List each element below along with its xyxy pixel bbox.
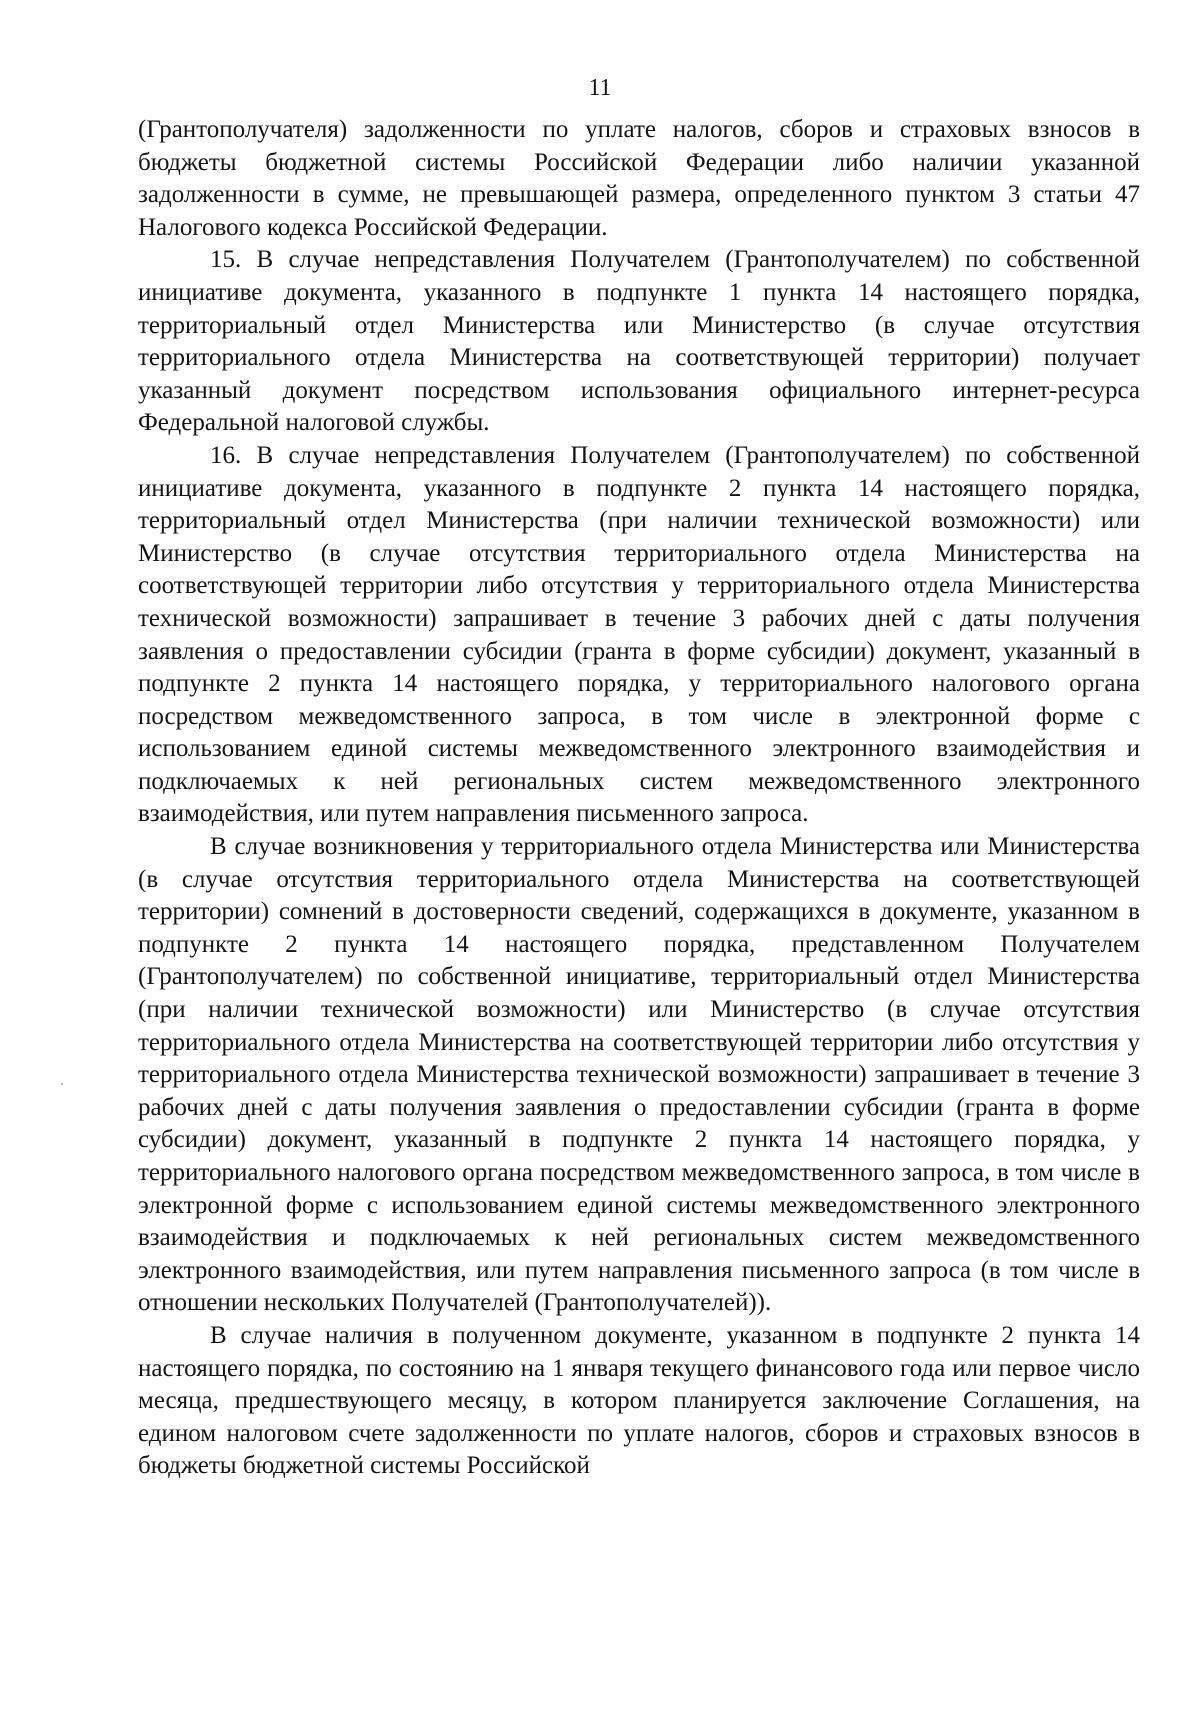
paragraph-item-15: 15. В случае непредставления Получателем (Грантополучателем) по собственной инициативе документа, указанного в подпункте 1 пункта 14 настоящего порядка, территориальный отдел Министерства или Министерство (в случае отсутствия территориального отдела Министерства на соответствующей территории) получает указанный документ посредством использования официального интернет-ресурса Федеральной налоговой службы.	[138, 246, 1140, 437]
document-body	[138, 114, 1140, 1483]
scan-speck	[61, 1083, 63, 1085]
paragraph-debt-case: В случае наличия в полученном документе, указанном в подпункте 2 пункта 14 настоящего порядка, по состоянию на 1 января текущего финансового года или первое число месяца, предшествующего месяцу, в котором планируется заключение Соглашения, на едином налоговом счете задолженности по уплате налогов, сборов и страховых взносов в бюджеты бюджетной системы Российской	[138, 1321, 1140, 1480]
paragraph-doubt-case: В случае возникновения у территориального отдела Министерства или Министерства (в случае отсутствия территориального отдела Министерства на соответствующей территории) сомнений в достоверности сведений, содержащихся в документе, указанном в подпункте 2 пункта 14 настоящего порядка, представленном Получателем (Грантополучателем) по собственной инициативе, территориальный отдел Министерства (при наличии технической возможности) или Министерство (в случае отсутствия территориального отдела Министерства на соответствующей территории либо отсутствия у территориального отдела Министерства технической возможности) запрашивает в течение 3 рабочих дней с даты получения заявления о предоставлении субсидии (гранта в форме субсидии) документ, указанный в подпункте 2 пункта 14 настоящего порядка, у территориального налогового органа посредством межведомственного запроса, в том числе в электронной форме с использованием единой системы межведомственного электронного взаимодействия и подключаемых к ней региональных систем межведомственного электронного взаимодействия, или путем направления письменного запроса (в том числе в отношении нескольких Получателей (Грантополучателей)).	[138, 833, 1140, 1317]
paragraph-item-16: 16. В случае непредставления Получателем (Грантополучателем) по собственной инициативе документа, указанного в подпункте 2 пункта 14 настоящего порядка, территориальный отдел Министерства (при наличии технической возможности) или Министерство (в случае отсутствия территориального отдела Министерства на соответствующей территории либо отсутствия у территориального отдела Министерства технической возможности) запрашивает в течение 3 рабочих дней с даты получения заявления о предоставлении субсидии (гранта в форме субсидии) документ, указанный в подпункте 2 пункта 14 настоящего порядка, у территориального налогового органа посредством межведомственного запроса, в том числе в электронной форме с использованием единой системы межведомственного электронного взаимодействия и подключаемых к ней региональных систем межведомственного электронного взаимодействия, или путем направления письменного запроса.	[138, 441, 1140, 828]
page-number: 11	[588, 75, 612, 101]
paragraph-continuation: (Грантополучателя) задолженности по уплате налогов, сборов и страховых взносов в бюджеты бюджетной системы Российской Федерации либо наличии указанной задолженности в сумме, не превышающей размера, определенного пунктом 3 статьи 47 Налогового кодекса Российской Федерации.	[138, 116, 1140, 241]
